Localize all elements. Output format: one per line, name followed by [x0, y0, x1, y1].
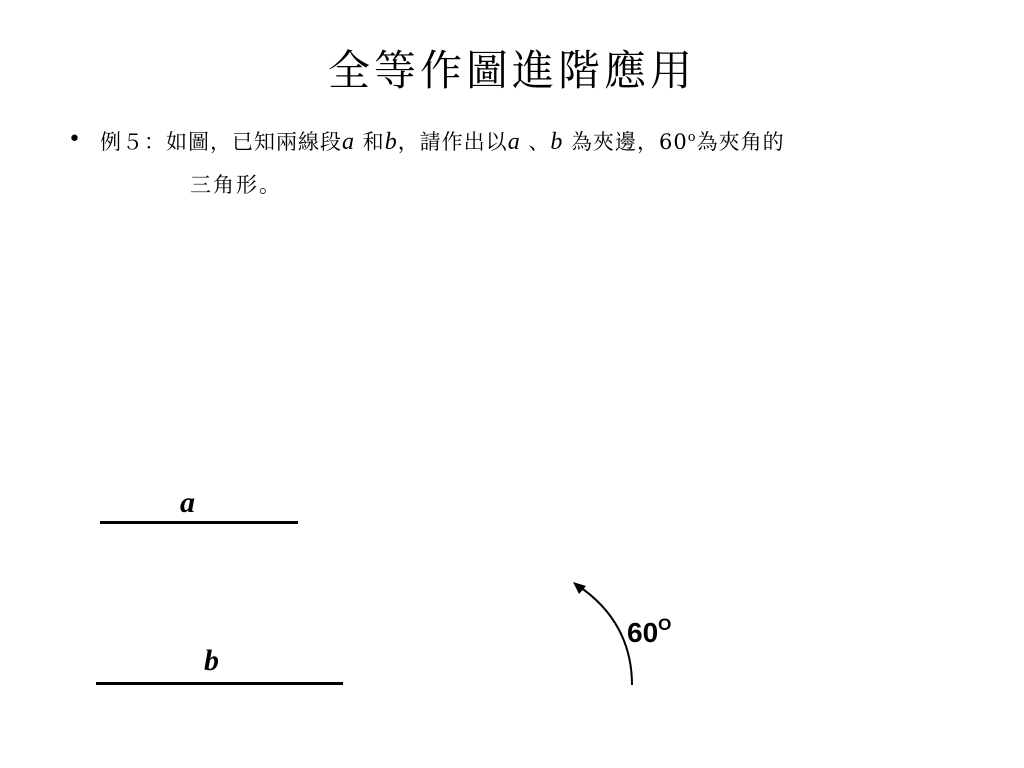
problem-and: 和	[355, 130, 385, 154]
var-a-2: a	[507, 129, 521, 155]
problem-mid: ，請作出以	[397, 130, 508, 154]
problem-sep: 、	[520, 130, 551, 154]
segment-a	[100, 521, 298, 524]
var-a: a	[342, 129, 355, 155]
degree-mark: o	[687, 130, 697, 145]
var-b-2: b	[550, 129, 564, 155]
problem-line-1	[100, 126, 785, 156]
angle-label	[627, 615, 671, 649]
var-b: b	[384, 129, 398, 155]
problem-prefix: 例５：如圖，已知兩線段	[100, 130, 342, 154]
segment-a-label: a	[180, 486, 195, 519]
problem-end: 為夾角的	[696, 130, 785, 154]
slide-title: 全等作圖進階應用	[327, 46, 696, 95]
segment-b-label: b	[204, 644, 219, 677]
bullet-point: •	[68, 127, 81, 152]
segment-b	[96, 682, 343, 685]
problem-line-2: 三角形。	[190, 173, 282, 197]
angle-value: 60	[627, 617, 659, 648]
problem-suffix: 為夾邊，60	[563, 130, 688, 154]
angle-degree: O	[658, 615, 672, 634]
